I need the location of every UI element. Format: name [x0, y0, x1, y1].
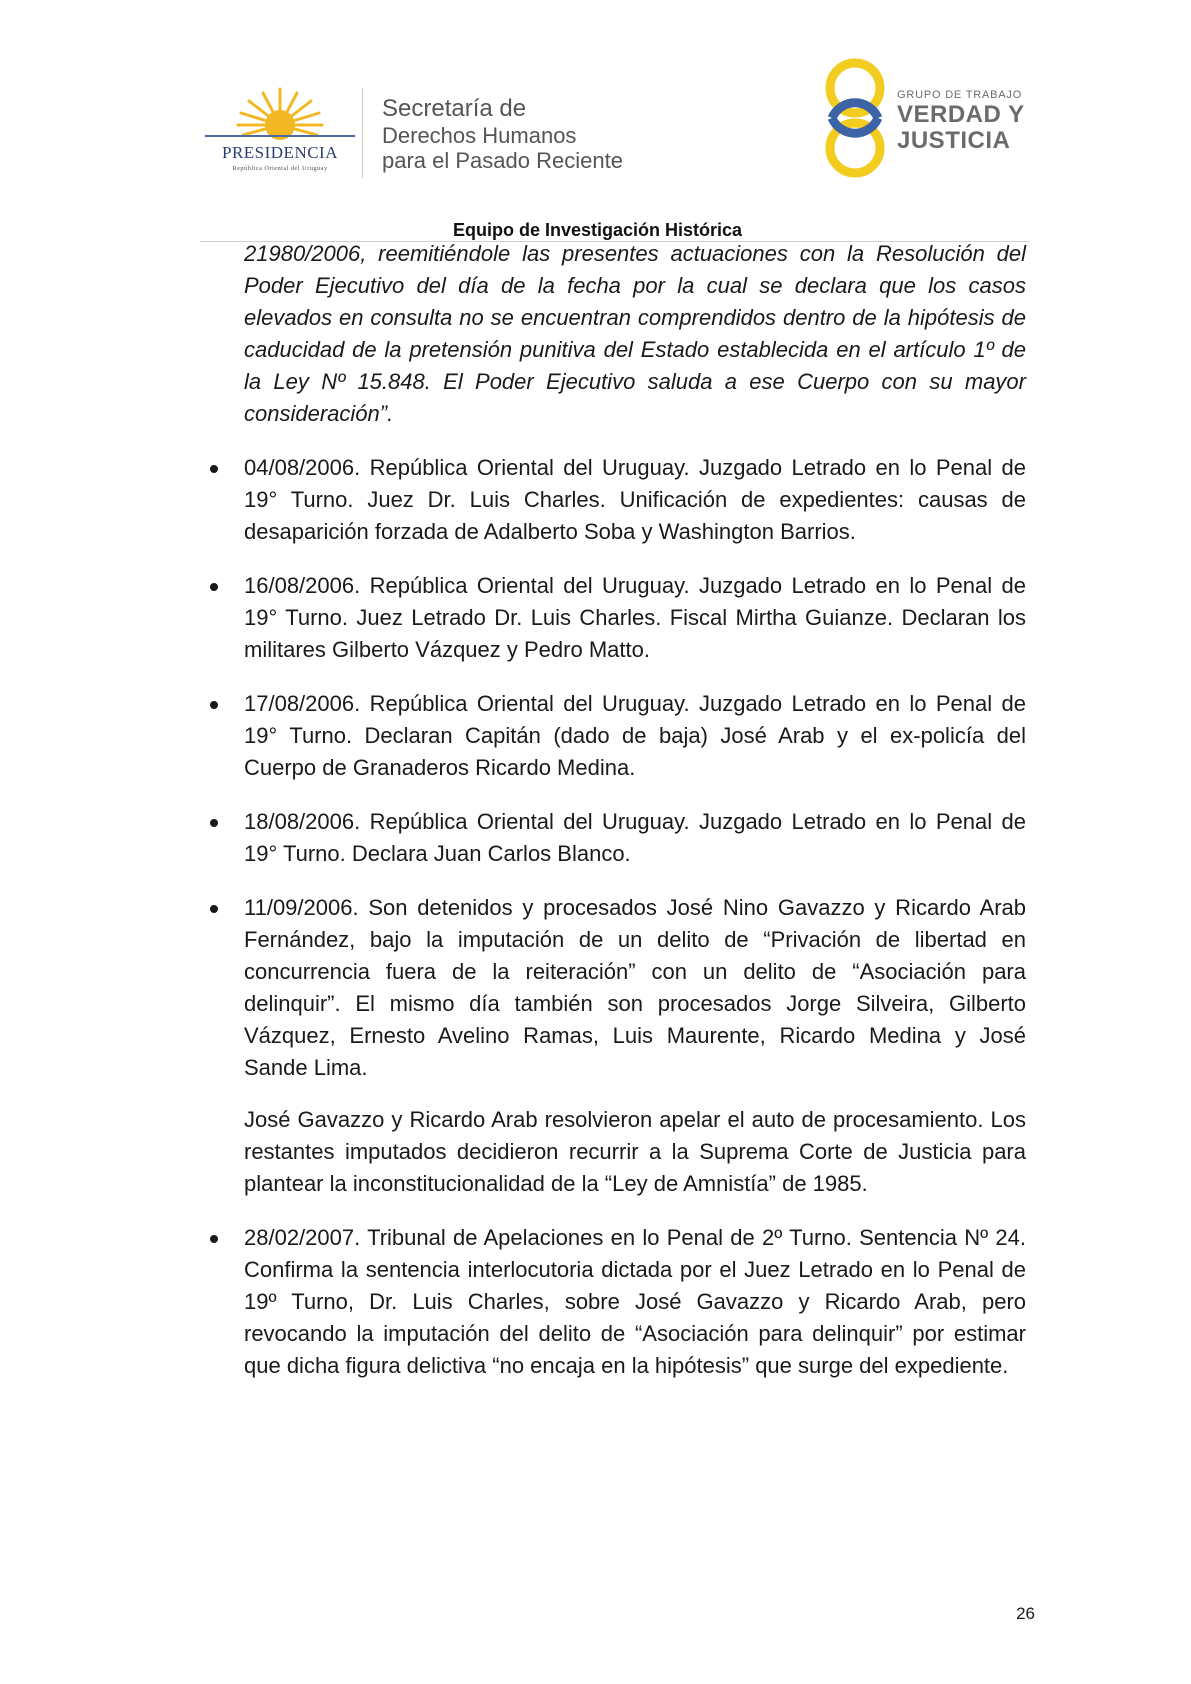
header-divider [362, 88, 363, 178]
list-item [244, 452, 1026, 548]
vyj-line-2: JUSTICIA [897, 127, 1011, 154]
team-title: Equipo de Investigación Histórica [452, 220, 743, 240]
intro-italic-paragraph: 21980/2006, reemitiéndole las presentes actuaciones con la Resolución del Poder Ejecutivo del día de la fecha por la cual se declara que los casos elevados en consulta no se encuentran comprendidos dentro de la hipótesis de caducidad de la pretensión punitiva del Estado establecida en el artículo 1º de la Ley Nº 15.848. El Poder Ejecutivo saluda a ese Cuerpo con su mayor consideración”. [244, 241, 1026, 426]
list-item [244, 570, 1026, 666]
bullet-icon [210, 583, 218, 591]
bullet-icon [210, 701, 218, 709]
presidencia-sublabel: República Oriental del Uruguay [232, 165, 328, 172]
document-body [244, 238, 1026, 1382]
vyj-group-label: GRUPO DE TRABAJO [897, 89, 1023, 101]
bullet-icon [210, 1235, 218, 1243]
list-item-text: 18/08/2006. República Oriental del Uruguay. Juzgado Letrado en lo Penal de 19° Turno. Declara Juan Carlos Blanco. [244, 809, 1026, 866]
list-item-subparagraph: José Gavazzo y Ricardo Arab resolvieron apelar el auto de procesamiento. Los restantes imputados decidieron recurrir a la Suprema Corte de Justicia para plantear la inconstitucionalidad de la “Ley de Amnistía” de 1985. [244, 1107, 1026, 1196]
bullet-icon [210, 819, 218, 827]
list-item-text: 28/02/2007. Tribunal de Apelaciones en lo Penal de 2º Turno. Sentencia Nº 24. Confirma la sentencia interlocutoria dictada por el Juez Letrado en lo Penal de 19º Turno, Dr. Luis Charles, sobre José Gavazzo y Ricardo Arab, pero revocando la imputación del delito de “Asociación para delinquir” por estimar que dicha figura delictiva “no encaja en la hipótesis” que surge del expediente. [244, 1225, 1026, 1378]
secretaria-heading [382, 95, 712, 173]
list-item [244, 892, 1026, 1200]
list-item-text: 11/09/2006. Son detenidos y procesados José Nino Gavazzo y Ricardo Arab Fernández, bajo la imputación de un delito de “Privación de libertad en concurrencia fuera de la reiteración” con un delito de “Asociación para delinquir”. El mismo día también son procesados Jorge Silveira, Gilberto Vázquez, Ernesto Avelino Ramas, Luis Maurente, Ricardo Medina y José Sande Lima. [244, 895, 1026, 1080]
presidencia-logo [205, 85, 355, 175]
vyj-line-1: VERDAD Y [897, 101, 1025, 128]
list-item-text: 04/08/2006. República Oriental del Uruguay. Juzgado Letrado en lo Penal de 19° Turno. Juez Dr. Luis Charles. Unificación de expedientes: causas de desaparición forzada de Adalberto Soba y Washington Barrios. [244, 455, 1026, 544]
bullet-icon [210, 465, 218, 473]
verdad-justicia-logo-icon [820, 56, 890, 181]
list-item [244, 1222, 1026, 1382]
list-item-text: 16/08/2006. República Oriental del Uruguay. Juzgado Letrado en lo Penal de 19° Turno. Juez Letrado Dr. Luis Charles. Fiscal Mirtha Guianze. Declaran los militares Gilberto Vázquez y Pedro Matto. [244, 573, 1026, 662]
page-number: 26 [1016, 1604, 1035, 1623]
verdad-justicia-wordmark [897, 88, 1057, 154]
bullet-icon [210, 905, 218, 913]
list-item [244, 688, 1026, 784]
presidencia-label: PRESIDENCIA [221, 143, 338, 162]
secretaria-line-2: Derechos Humanos [382, 123, 577, 148]
secretaria-line-3: para el Pasado Reciente [382, 148, 623, 173]
sun-emblem-icon [205, 85, 355, 145]
list-item-text: 17/08/2006. República Oriental del Uruguay. Juzgado Letrado en lo Penal de 19° Turno. Declaran Capitán (dado de baja) José Arab y el ex-policía del Cuerpo de Granaderos Ricardo Medina. [244, 691, 1026, 780]
secretaria-line-1: Secretaría de [382, 95, 527, 122]
list-item [244, 806, 1026, 870]
